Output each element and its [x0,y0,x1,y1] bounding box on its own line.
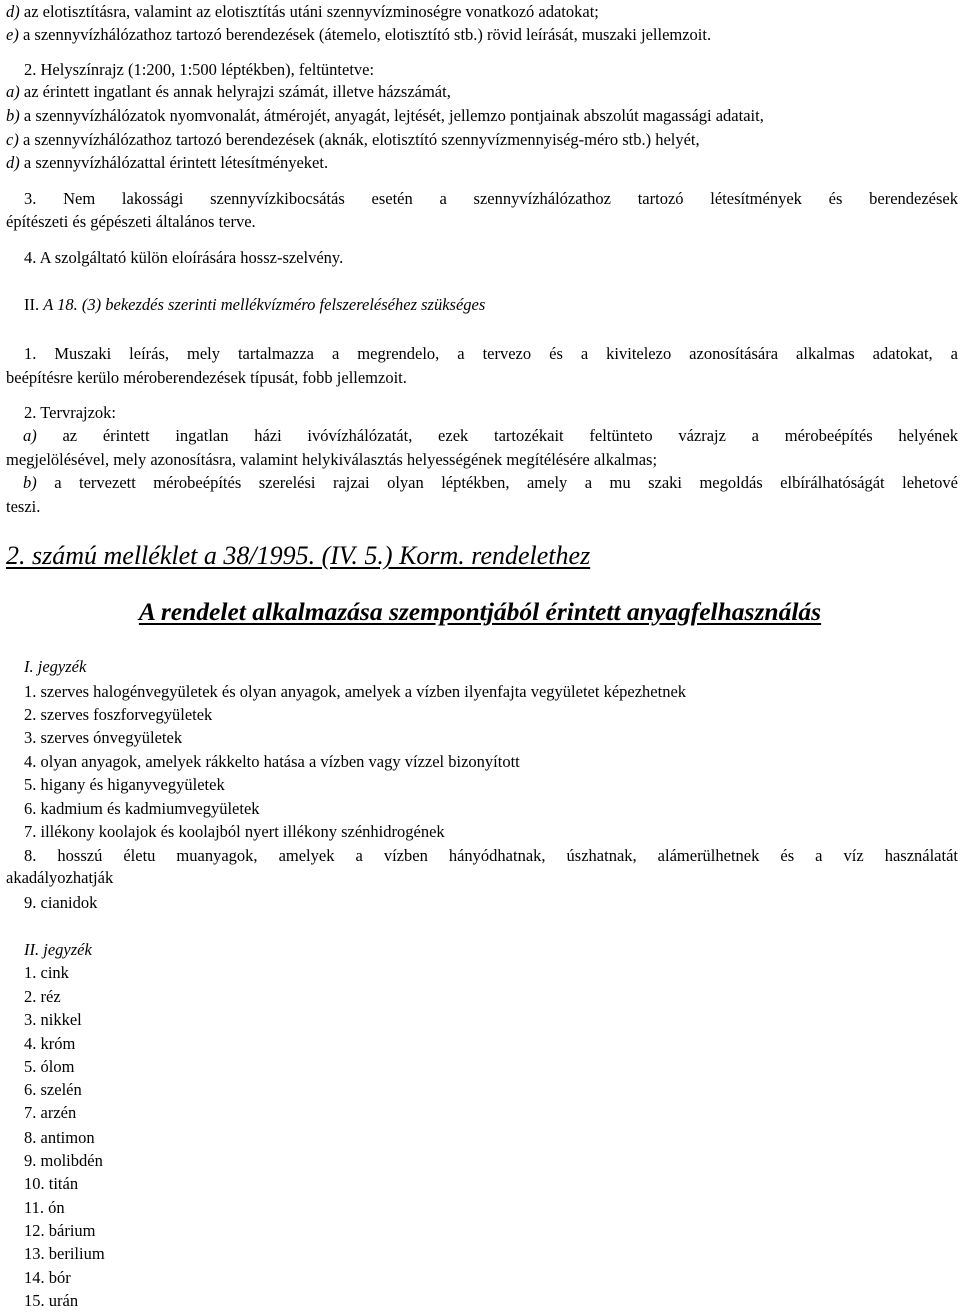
list-item: 6. szelén [24,1080,82,1099]
section-ii-heading: II. A 18. (3) bekezdés szerinti mellékvízméro felszereléséhez szükséges [24,295,486,314]
section-ii-item2-b-line2: teszi. [6,497,41,516]
list-item: 1. szerves halogénvegyületek és olyan anyagok, amelyek a vízben ilyenfajta vegyületet képezhetnek [24,682,687,701]
item3-line1: 3. Nem lakossági szennyvízkibocsátás esetén a szennyvízhálózathoz tartozó létesítmények és berendezések [24,189,958,208]
list-item: 14. bór [24,1268,71,1287]
list-item: 2. szerves foszforvegyületek [24,705,213,724]
list-item: 10. titán [24,1174,79,1193]
list-item: 3. nikkel [24,1010,82,1029]
list-item: 15. urán [24,1291,79,1310]
list-item: 4. króm [24,1034,76,1053]
list-item: 5. higany és higanyvegyületek [24,775,225,794]
item2-d: d) a szennyvízhálózattal érintett létesítményeket. [6,153,329,172]
item2-a: a) az érintett ingatlant és annak helyrajzi számát, illetve házszámát, [6,82,451,101]
annex-subtitle: A rendelet alkalmazása szempontjából érintett anyagfelhasználás [138,597,822,626]
list-item: 7. arzén [24,1103,77,1122]
section-ii-item1-line2: beépítésre kerülo méroberendezések típusát, fobb jellemzoit. [6,368,407,387]
list-item: 8. antimon [24,1128,95,1147]
section-ii-item2-a-line1: a) az érintett ingatlan házi ivóvízhálózatát, ezek tartozékait feltünteto vázrajz a mérobeépítés helyének [23,426,958,445]
list-ii-heading: II. jegyzék [24,940,92,959]
list-item-continuation: akadályozhatják [6,868,114,887]
section-ii-item2-b-line1: b) a tervezett mérobeépítés szerelési rajzai olyan léptékben, amely a mu szaki megoldás elbírálhatóságát lehetové [23,473,958,492]
item2-b: b) a szennyvízhálózatok nyomvonalát, átmérojét, anyagát, lejtését, jellemzo pontjainak abszolút magassági adatait, [6,106,764,125]
list-item: 8. hosszú életu muanyagok, amelyek a vízben hányódhatnak, úszhatnak, alámerülhetnek és a víz használatát [24,846,958,865]
list-item: 11. ón [24,1198,65,1217]
section-ii-item1-line1: 1. Muszaki leírás, mely tartalmazza a megrendelo, a tervezo és a kivitelezo azonosítására alkalmas adatokat, a [24,344,958,363]
list-item: 3. szerves ónvegyületek [24,728,183,747]
list-item: 5. ólom [24,1057,75,1076]
list-item: 6. kadmium és kadmiumvegyületek [24,799,260,818]
list-item: 9. cianidok [24,893,98,912]
list-item: 12. bárium [24,1221,96,1240]
list-item: 9. molibdén [24,1151,103,1170]
list-item: 1. cink [24,963,69,982]
item4: 4. A szolgáltató külön eloírására hossz-szelvény. [24,248,344,267]
item3-line2: építészeti és gépészeti általános terve. [6,212,256,231]
list-item: 7. illékony koolajok és koolajból nyert illékony szénhidrogének [24,822,445,841]
list-item-d: d) az elotisztításra, valamint az elotisztítás utáni szennyvízminoségre vonatkozó adatokat; [6,2,599,21]
item2-c: c) a szennyvízhálózathoz tartozó berendezések (aknák, elotisztító szennyvízmennyiség-méro stb.) helyét, [6,130,700,149]
list-item: 2. réz [24,987,61,1006]
list-item-e: e) a szennyvízhálózathoz tartozó berendezések (átemelo, elotisztító stb.) rövid leírását, muszaki jellemzoit. [6,25,712,44]
list-item: 13. berilium [24,1244,105,1263]
list-i-heading: I. jegyzék [24,657,87,676]
list-item: 4. olyan anyagok, amelyek rákkelto hatása a vízben vagy vízzel bizonyított [24,752,520,771]
annex-title: 2. számú melléklet a 38/1995. (IV. 5.) Korm. rendelethez [6,541,591,570]
section-ii-item2-intro: 2. Tervrajzok: [24,403,117,422]
item2-intro: 2. Helyszínrajz (1:200, 1:500 léptékben), feltüntetve: [24,60,375,79]
section-ii-item2-a-line2: megjelölésével, mely azonosításra, valamint helykiválasztás helyességének megítélésére alkalmas; [6,450,658,469]
